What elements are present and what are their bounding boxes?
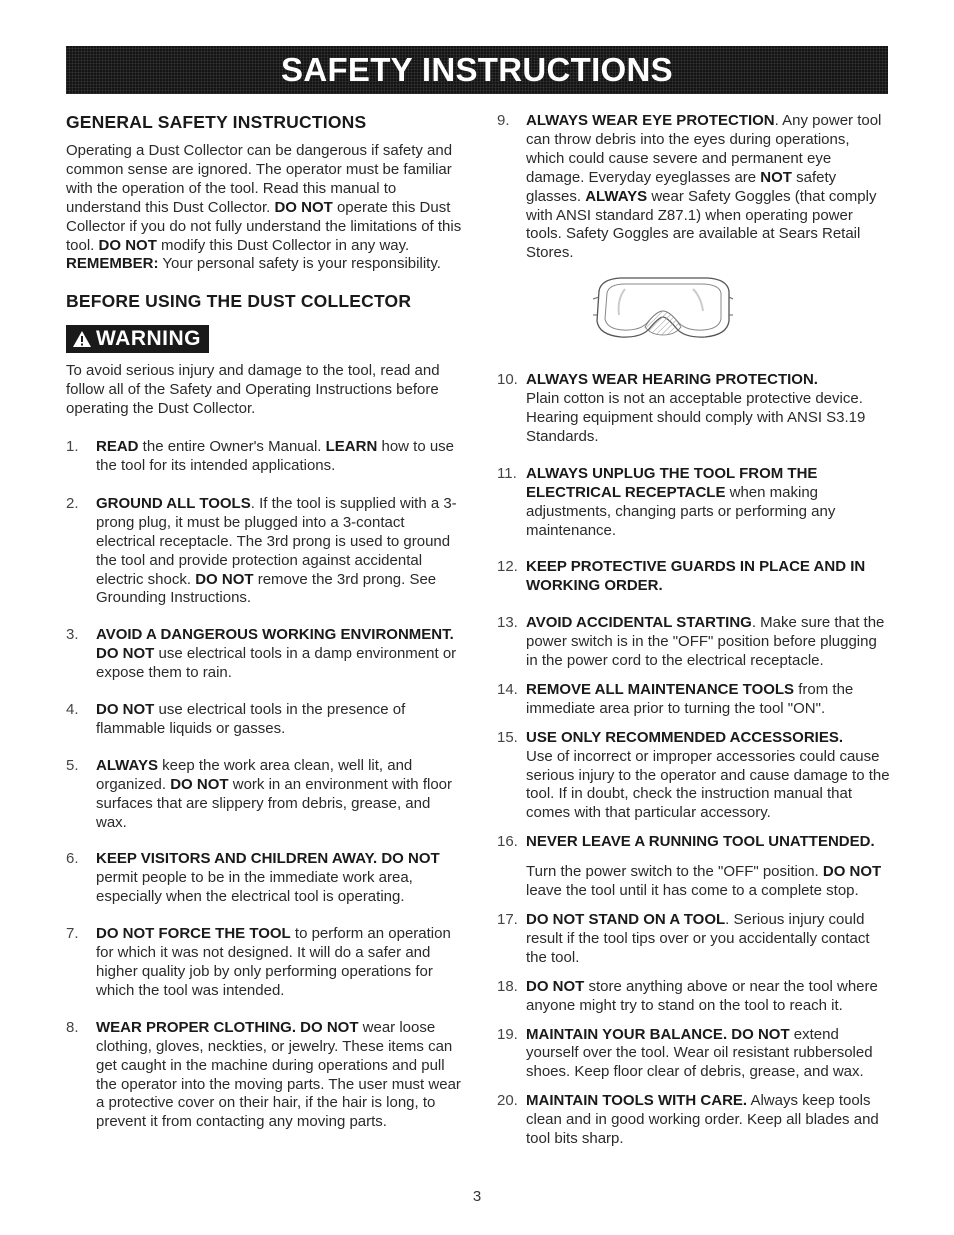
warning-text: WARNING (96, 327, 201, 351)
item-bold: WEAR PROPER CLOTHING. DO NOT (96, 1018, 359, 1036)
item-text (526, 681, 892, 719)
list-item (497, 681, 892, 719)
item-plain: . Serious injury could result if the tool tips over or you accidentally contact the tool. (526, 911, 870, 966)
list-item (497, 465, 892, 541)
item-text (526, 112, 892, 263)
item-plain: from the immediate area prior to turning the tool "ON". (526, 680, 854, 717)
item-plain: remove the 3rd prong. See Grounding Instructions. (96, 570, 437, 607)
list-item (66, 495, 462, 608)
item-text (526, 371, 892, 447)
item-plain: work in an environment with floor surfaces that are slippery from debris, grease, and wax. (96, 775, 452, 831)
item-text (526, 558, 892, 596)
list-item (497, 911, 892, 968)
item-plain: Always keep tools clean and in good working order. Keep all blades and tool bits sharp. (526, 1092, 879, 1148)
list-item (497, 1092, 892, 1149)
item-plain: use electrical tools in the presence of flammable liquids or gasses. (96, 701, 406, 737)
item-text (96, 438, 462, 476)
list-item (497, 371, 892, 447)
item-number: 15. (497, 728, 518, 746)
general-text-2: operate this Dust Collector if you do not fully understand the limitations of this tool. (66, 198, 462, 254)
item-number: 7. (66, 925, 79, 943)
list-item (66, 1019, 462, 1132)
item-bold: ALWAYS WEAR EYE PROTECTION (526, 112, 775, 129)
item-number: 14. (497, 680, 518, 698)
general-safety-paragraph (66, 142, 462, 274)
item-bold: DO NOT (96, 701, 155, 719)
item-bold: ALWAYS (96, 756, 158, 774)
item-text (526, 614, 892, 671)
item-number: 2. (66, 494, 79, 512)
item-plain: keep the work area clean, well lit, and organized. (96, 756, 413, 793)
item-text (96, 1019, 462, 1132)
item-number: 10. (497, 371, 518, 389)
item-number: 13. (497, 614, 518, 632)
item-plain: leave the tool until it has come to a complete stop. (526, 882, 859, 900)
item-plain: to perform an operation for which it was not designed. It will do a safer and higher quality job by only performing operations for which the tool was intended. (96, 925, 451, 999)
general-bold-1: DO NOT (274, 198, 333, 216)
item-bold: KEEP VISITORS AND CHILDREN AWAY. DO NOT (96, 850, 440, 868)
item-number: 16. (497, 833, 518, 851)
item-number: 20. (497, 1092, 518, 1110)
item-bold: MAINTAIN YOUR BALANCE. DO NOT (526, 1025, 790, 1043)
list-item (497, 729, 892, 824)
list-item (66, 626, 462, 683)
list-item (66, 438, 462, 476)
item-number: 6. (66, 850, 79, 868)
item-text (96, 626, 462, 683)
list-item (497, 614, 892, 671)
banner-title: SAFETY INSTRUCTIONS (281, 51, 673, 88)
item-text (96, 925, 462, 1001)
item-bold: NEVER LEAVE A RUNNING TOOL UNATTENDED. (526, 833, 875, 851)
item-plain: Plain cotton is not an acceptable protective device. Hearing equipment should comply with ANSI S3.19 Standards. (526, 390, 866, 445)
item-number: 4. (66, 701, 79, 719)
list-item (66, 925, 462, 1001)
item-number: 9. (497, 112, 510, 129)
safety-goggles-illustration (591, 275, 735, 349)
item-text (526, 911, 892, 968)
list-item (497, 978, 892, 1016)
general-bold-2: DO NOT (98, 236, 157, 254)
item-plain: . Any power tool can throw debris into the eyes during operations, which could cause severe and permanent eye damage. Everyday eyeglasses are (526, 112, 882, 186)
item-number: 11. (497, 464, 517, 482)
warning-label (66, 325, 209, 353)
item-bold: AVOID A DANGEROUS WORKING ENVIRONMENT. DO NOT (96, 626, 454, 663)
item-bold: DO NOT (170, 775, 229, 793)
warning-intro: To avoid serious injury and damage to the tool, read and follow all of the Safety and Operating Instructions before operating the Dust Collector. (66, 362, 440, 418)
item-plain: extend yourself over the tool. Wear oil resistant rubbersoled shoes. Keep floor clear of debris, grease, and wax. (526, 1025, 873, 1081)
item-bold: DO NOT (526, 977, 585, 995)
list-item (66, 757, 462, 833)
list-item (497, 833, 892, 901)
list-item (497, 1026, 892, 1083)
item-bold: ALWAYS UNPLUG THE TOOL FROM THE ELECTRICAL RECEPTACLE (526, 464, 818, 501)
item-plain: store anything above or near the tool where anyone might try to stand on the tool to reach it. (526, 977, 878, 1014)
item-plain: . If the tool is supplied with a 3-prong plug, it must be plugged into a 3-contact electrical receptacle. The 3rd prong is used to ground the tool and provide protection against accidental electric shock. (96, 494, 457, 588)
item-bold: AVOID ACCIDENTAL STARTING (526, 614, 752, 632)
item-text (96, 757, 462, 833)
item-number: 17. (497, 911, 518, 928)
item-number: 3. (66, 626, 79, 644)
item-plain: Turn the power switch to the "OFF" position. (526, 863, 823, 881)
item-bold: KEEP PROTECTIVE GUARDS IN PLACE AND IN WORKING ORDER. (526, 558, 866, 595)
left-column (66, 112, 462, 1132)
item-bold: ALWAYS WEAR HEARING PROTECTION. (526, 371, 818, 389)
general-bold-3: REMEMBER: (66, 255, 159, 273)
item-plain: how to use the tool for its intended applications. (96, 438, 455, 474)
item-text (96, 850, 462, 907)
item-bold: DO NOT (822, 863, 882, 881)
item-text (526, 833, 892, 901)
item-plain: Use of incorrect or improper accessories could cause serious injury to the operator and cause damage to the tool. If in doubt, check the instruction manual that comes with that particular accessory. (526, 747, 890, 822)
page-banner (66, 46, 888, 94)
item-bold: DO NOT FORCE THE TOOL (96, 925, 291, 943)
item-bold: NOT (760, 168, 792, 186)
general-text-4: Your personal safety is your responsibility. (158, 255, 441, 273)
item-text (526, 729, 892, 824)
page-number: 3 (472, 1188, 482, 1205)
general-text-3: modify this Dust Collector in any way. (156, 236, 410, 254)
item-number: 19. (497, 1025, 518, 1043)
item-text (96, 495, 462, 608)
item-bold: DO NOT STAND ON A TOOL (526, 911, 726, 928)
item-text (526, 978, 892, 1016)
goggles-figure (497, 275, 892, 355)
item-bold: USE ONLY RECOMMENDED ACCESSORIES. (526, 728, 843, 746)
general-safety-heading: GENERAL SAFETY INSTRUCTIONS (66, 112, 367, 132)
item-plain: wear Safety Goggles (that comply with ANSI standard Z87.1) when operating power tools. Safety Goggles are available at Sears Retail Stores. (526, 187, 877, 262)
item-number: 1. (66, 438, 79, 456)
item-text (526, 1026, 892, 1083)
item-number: 5. (66, 756, 79, 774)
warning-triangle-icon (72, 330, 92, 348)
item-bold: READ (96, 438, 139, 456)
item-number: 8. (66, 1018, 79, 1036)
item-bold: DO NOT (195, 570, 254, 588)
item-bold: LEARN (325, 438, 378, 456)
item-text (526, 1092, 892, 1149)
item-number: 12. (497, 558, 518, 576)
item-bold: GROUND ALL TOOLS (96, 494, 251, 512)
item-plain: safety glasses. (526, 168, 837, 205)
item-bold: ALWAYS (585, 187, 648, 205)
item-text (526, 465, 892, 541)
list-item (66, 701, 462, 739)
item-plain: . Make sure that the power switch is in the "OFF" position before plugging in the power cord to the electrical receptacle. (526, 614, 885, 670)
item-plain: the entire Owner's Manual. (138, 438, 326, 456)
item-bold: REMOVE ALL MAINTENANCE TOOLS (526, 680, 795, 698)
item-text (96, 701, 462, 739)
item-bold: MAINTAIN TOOLS WITH CARE. (526, 1092, 748, 1110)
item-plain: wear loose clothing, gloves, neckties, or jewelry. These items can get caught in the machine during operations and pull the operator into the moving parts. The user must wear a protective cover on their hair, if the hair is long, to prevent it from contacting any moving parts. (96, 1018, 461, 1131)
item-number: 18. (497, 977, 518, 995)
list-item (66, 850, 462, 907)
list-item (497, 112, 892, 263)
general-text-1: Operating a Dust Collector can be dangerous if safety and common sense are ignored. The operator must be familiar with the operation of the tool. Read this manual to understand this Dust Collector. (66, 142, 453, 216)
before-using-heading: BEFORE USING THE DUST COLLECTOR (66, 291, 412, 312)
item-plain: when making adjustments, changing parts or performing any maintenance. (526, 483, 836, 539)
item-plain: permit people to be in the immediate work area, especially when the electrical tool is operating. (96, 869, 413, 906)
right-column (497, 112, 892, 1149)
list-item (497, 558, 892, 596)
item-plain: use electrical tools in a damp environment or expose them to rain. (96, 645, 457, 682)
